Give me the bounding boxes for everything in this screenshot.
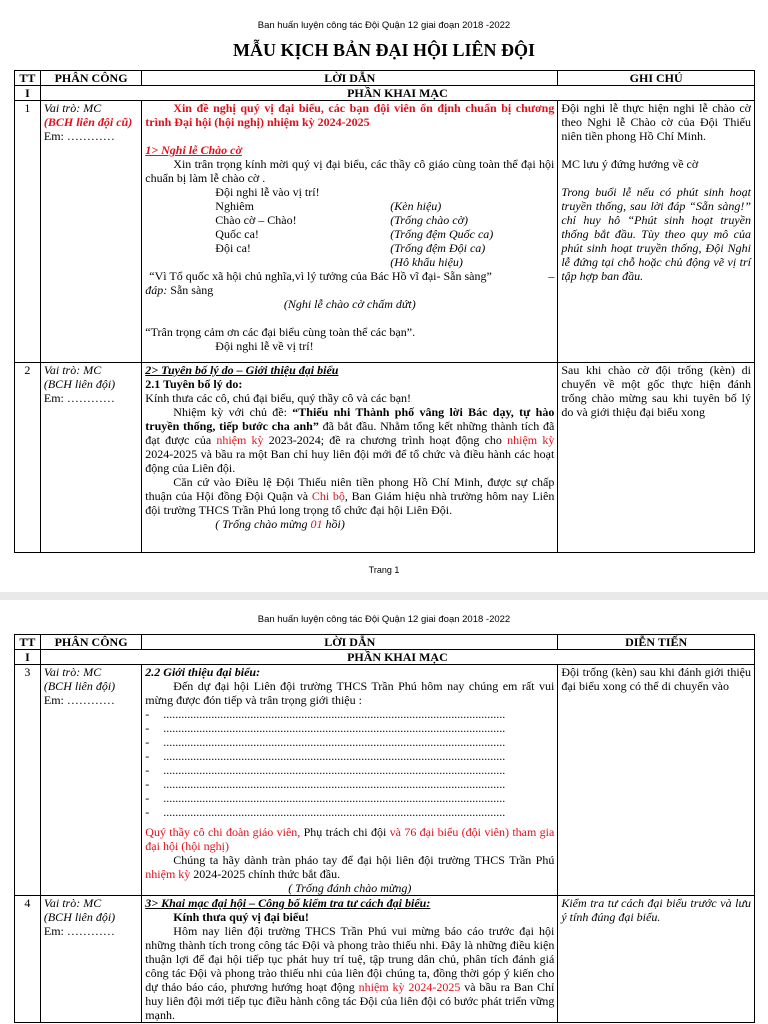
paragraph: Căn cứ vào Điều lệ Đội Thiếu niên tiền phong Hồ Chí Minh, được sự chấp thuận của Hội đồng Đội Quận và Chi bộ, Ban Giám hiệu nhà trường hôm nay Liên đội trường THCS Trần Phú long trọng tổ chức đại hội Liên Đội.: [145, 475, 555, 517]
section-title: PHẦN KHAI MẠC: [40, 650, 754, 665]
command-line: Nghiêm (Kèn hiệu): [215, 199, 442, 213]
section-heading: 1> Nghi lễ Chào cờ: [145, 143, 242, 157]
blank-line: - ..................................................................................................................: [145, 805, 506, 819]
answer-line: đáp: Sẵn sàng: [145, 283, 214, 297]
table-row: [15, 896, 755, 1023]
paragraph: Đội nghi lễ vào vị trí!: [215, 185, 320, 199]
paragraph: Chúng ta hãy dành tràn pháo tay để đại hội liên đội trường THCS Trần Phú nhiệm kỳ 2024-2025 chính thức bắt đầu.: [145, 853, 555, 881]
table-header-row: [15, 71, 755, 86]
table-row: [15, 101, 755, 363]
org-label: (BCH liên đội cũ): [43, 115, 133, 129]
blank-line: - ..................................................................................................................: [145, 721, 506, 735]
command-line: (Hô khẩu hiệu): [390, 255, 463, 269]
col-header-tt: TT: [15, 635, 41, 650]
script-cell: [142, 363, 558, 553]
notes-cell: [558, 101, 755, 363]
row-number: 1: [15, 101, 41, 363]
paragraph: Đội nghi lễ về vị trí!: [215, 339, 314, 353]
member-field: Em: …………: [43, 693, 115, 707]
section-number: I: [15, 86, 41, 101]
blank-line: - ..................................................................................................................: [145, 707, 506, 721]
col-header-progress: DIỄN TIẾN: [558, 635, 755, 650]
command-line: Quốc ca! (Trống đệm Quốc ca): [215, 227, 494, 241]
col-header-assignment: PHÂN CÔNG: [40, 635, 141, 650]
notes-cell: [558, 363, 755, 553]
member-field: Em: …………: [43, 391, 115, 405]
note-text: Đội nghi lễ thực hiện nghi lễ chào cờ theo Nghi lễ Chào cờ của Đội Thiếu niên tiền phong Hồ Chí Minh.: [561, 101, 751, 143]
assignment-cell: [40, 665, 141, 896]
sub-heading: 2.1 Tuyên bố lý do:: [145, 377, 243, 391]
note-text: Sau khi chào cờ đội trống (kèn) di chuyển về một gốc thực hiện đánh trống chào mừng sau khi tuyên bố lý do và giới thiệu đại biểu xong: [561, 363, 751, 419]
section-number: I: [15, 650, 41, 665]
blank-line: - ..................................................................................................................: [145, 763, 506, 777]
document-page-2: [0, 600, 768, 1024]
role-label: Vai trò: MC: [43, 665, 102, 679]
notes-cell: [558, 896, 755, 1023]
section-title: PHẦN KHAI MẠC: [40, 86, 754, 101]
section-heading: 2.2 Giới thiệu đại biểu:: [145, 665, 261, 679]
blank-line: - ..................................................................................................................: [145, 735, 506, 749]
drum-cue: ( Trống đánh chào mừng): [288, 881, 412, 895]
assignment-cell: [40, 101, 141, 363]
section-heading: 2> Tuyên bố lý do – Giới thiệu đại biểu: [145, 363, 339, 377]
command-line: Chào cờ – Chào! (Trống chào cờ): [215, 213, 469, 227]
ceremony-end: (Nghi lễ chào cờ chấm dứt): [283, 297, 416, 311]
paragraph: Hôm nay liên đội trường THCS Trần Phú vui mừng báo cáo trước đại hội những thành tích trong công tác Đội và phong trào thiếu nhi. Đây là những điều kiện thuận lợi để đại hội tiếp tục phát huy trí tuệ, tập trung dân chủ, phân tích đánh giá công tác Đội và phong trào thiếu nhi của liên đội chúng ta, đồng thời góp ý kiến cho dự thảo báo cáo, phương hướng hoạt động nhiệm kỳ 2024-2025 và bầu ra Ban Chỉ huy liên đội mới tiếp tục điều hành công tác Đội của liên đội có bước phát triển vững mạnh.: [145, 924, 555, 1022]
slogan-line: “Vì Tổ quốc xã hội chủ nghĩa,vì lý tưởng của Bác Hồ vĩ đại- Sẵn sàng” –: [149, 269, 555, 283]
page-header: Ban huấn luyện công tác Đội Quận 12 giai đoạn 2018 -2022: [257, 614, 511, 625]
paragraph: Kính thưa các cô, chú đại biểu, quý thầy cô và các bạn!: [145, 391, 412, 405]
row-number: 3: [15, 665, 41, 896]
document-title: MẪU KỊCH BẢN ĐẠI HỘI LIÊN ĐỘI: [232, 40, 536, 60]
org-label: (BCH liên đội): [43, 377, 116, 391]
col-header-tt: TT: [15, 71, 41, 86]
blank-line: - ..................................................................................................................: [145, 777, 506, 791]
org-label: (BCH liên đội): [43, 679, 116, 693]
org-label: (BCH liên đội): [43, 910, 116, 924]
paragraph: Quý thầy cô chi đoàn giáo viên, Phụ trách chi đội và 76 đại biểu (đội viên) tham gia đại hội (hội nghị): [145, 825, 555, 853]
col-header-assignment: PHÂN CÔNG: [40, 71, 141, 86]
note-text: MC lưu ý đứng hướng về cờ: [561, 157, 699, 171]
role-label: Vai trò: MC: [43, 896, 102, 910]
script-cell: [142, 896, 558, 1023]
section-row: [15, 86, 755, 101]
note-text: Đội trống (kèn) sau khi đánh giới thiệu đại biểu xong có thể di chuyển vào: [561, 665, 751, 693]
role-label: Vai trò: MC: [43, 101, 102, 115]
page-number: Trang 1: [368, 565, 400, 575]
role-label: Vai trò: MC: [43, 363, 102, 377]
table-header-row: [15, 635, 755, 650]
drum-cue: ( Trống chào mừng 01 hồi): [215, 517, 345, 531]
paragraph: Nhiệm kỳ với chủ đề: “Thiếu nhi Thành phố vâng lời Bác dạy, tự hào truyền thống, tiếp bước cha anh” đã bắt đầu. Nhằm tổng kết những thành tích đã đạt được của nhiệm kỳ 2023-2024; đề ra chương trình hoạt động cho nhiệm kỳ 2024-2025 và bầu ra một Ban chỉ huy liên đội mới để tổ chức và điều hành các hoạt động của Liên đội.: [145, 405, 555, 475]
thanks-line: “Trân trọng cảm ơn các đại biểu cùng toàn thể các bạn”.: [145, 325, 416, 339]
note-text: Kiểm tra tư cách đại biểu trước và lưu ý tính đúng đại biểu.: [561, 896, 751, 924]
col-header-script: LỜI DẪN: [142, 635, 558, 650]
script-table-2: [14, 634, 755, 1023]
member-field: Em: …………: [43, 129, 115, 143]
notes-cell: [558, 665, 755, 896]
assignment-cell: [40, 363, 141, 553]
sub-heading: Kính thưa quý vị đại biểu!: [173, 910, 309, 924]
blank-line: - ..................................................................................................................: [145, 791, 506, 805]
col-header-notes: GHI CHÚ: [558, 71, 755, 86]
note-text: Trong buổi lễ nếu có phút sinh hoạt truyền thống, sau lời đáp “Sẵn sàng!” chỉ huy hô “Phút sinh hoạt truyền thống bắt đầu. Tùy theo quy mô của phút sinh hoạt truyền thống, Đội Nghi lễ đứng tại chỗ hoặc chủ động vẽ vị trí tập hợp ban đầu.: [561, 185, 751, 283]
intro-text: Xin đề nghị quý vị đại biểu, các bạn đội viên ổn định chuẩn bị chương trình Đại hội (hội nghị) nhiệm kỳ 2024-2025: [145, 101, 555, 129]
section-heading: 3> Khai mạc đại hội – Công bố kiểm tra tư cách đại biểu:: [145, 896, 431, 910]
page-header: Ban huấn luyện công tác Đội Quận 12 giai đoạn 2018 -2022: [257, 20, 511, 31]
row-number: 4: [15, 896, 41, 1023]
member-field: Em: …………: [43, 924, 115, 938]
section-row: [15, 650, 755, 665]
assignment-cell: [40, 896, 141, 1023]
paragraph: Đến dự đại hội Liên đội trường THCS Trần Phú hôm nay chúng em rất vui mừng được đón tiếp và trân trọng giới thiệu :: [145, 679, 555, 707]
row-number: 2: [15, 363, 41, 553]
table-row: [15, 665, 755, 896]
script-cell: [142, 101, 558, 363]
blank-line: - ..................................................................................................................: [145, 749, 506, 763]
script-cell: [142, 665, 558, 896]
script-table-1: [14, 70, 755, 553]
table-row: [15, 363, 755, 553]
paragraph: Xin trân trọng kính mời quý vị đại biểu, các thầy cô giáo cùng toàn thể đại hội chuẩn bị làm lễ chào cờ .: [145, 157, 555, 185]
command-line: Đội ca! (Trống đệm Đội ca): [215, 241, 486, 255]
col-header-script: LỜI DẪN: [142, 71, 558, 86]
